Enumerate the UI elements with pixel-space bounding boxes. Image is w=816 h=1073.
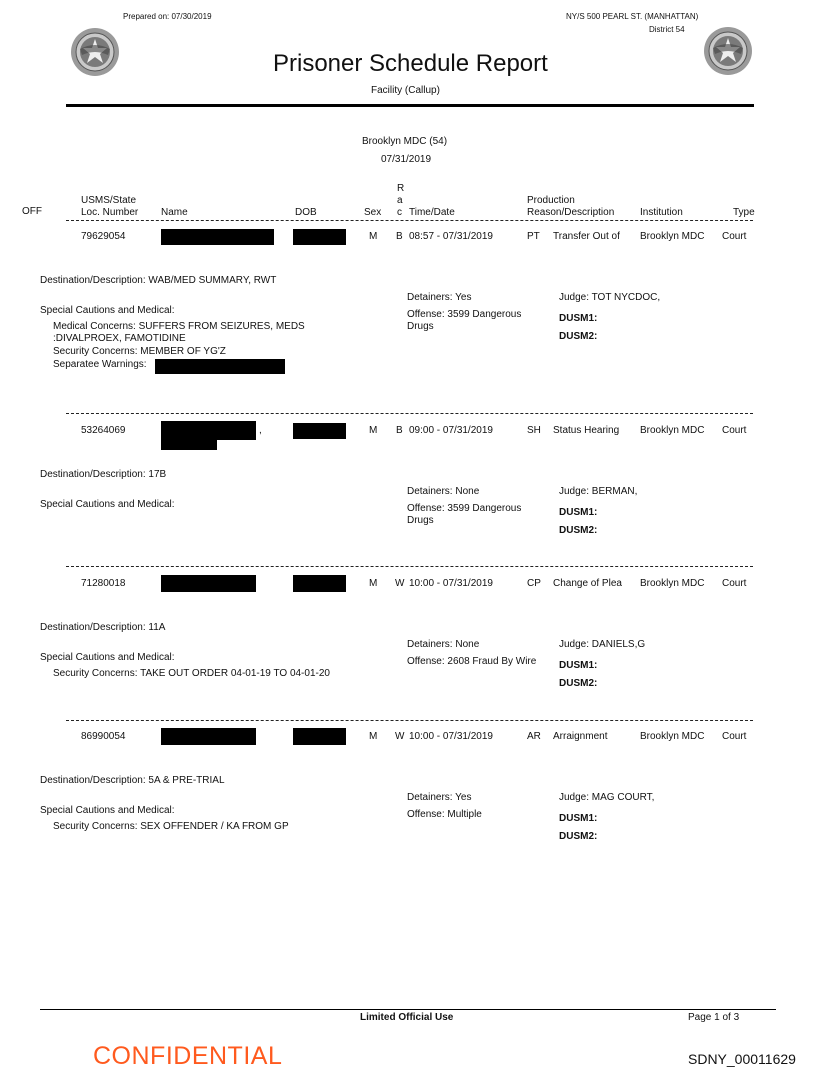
record-2-loc-number: 53264069 xyxy=(81,425,126,436)
record-4-loc-number: 86990054 xyxy=(81,731,126,742)
record-2-reason-code: SH xyxy=(527,425,541,436)
header-rule xyxy=(66,104,754,107)
col-production-line2: Reason/Description xyxy=(527,207,615,218)
record-1-institution: Brooklyn MDC xyxy=(640,231,705,242)
record-2-name-redaction-line2 xyxy=(161,440,217,450)
record-2-reason-desc: Status Hearing xyxy=(553,425,620,436)
record-2-special-label: Special Cautions and Medical: xyxy=(40,499,175,510)
footer-page-number: Page 1 of 3 xyxy=(688,1012,740,1023)
record-1-sex: M xyxy=(369,231,378,242)
record-1-name-redaction xyxy=(161,229,274,245)
record-2-institution: Brooklyn MDC xyxy=(640,425,705,436)
report-location: NY/S 500 PEARL ST. (MANHATTAN) xyxy=(566,12,699,21)
record-3-note: Security Concerns: TAKE OUT ORDER 04-01-19 TO 04-01-20 xyxy=(53,668,330,679)
record-2-race: B xyxy=(396,425,403,436)
record-1-destination: Destination/Description: WAB/MED SUMMARY, RWT xyxy=(40,275,277,286)
record-1-separatee-redaction xyxy=(155,359,285,374)
col-type: Type xyxy=(733,207,755,218)
record-4-dusm2: DUSM2: xyxy=(559,831,598,842)
record-1-note: Medical Concerns: SUFFERS FROM SEIZURES, MEDS xyxy=(53,321,305,332)
record-4-time-date: 10:00 - 07/31/2019 xyxy=(409,731,493,742)
record-3-dusm1: DUSM1: xyxy=(559,660,598,671)
facility-name: Brooklyn MDC (54) xyxy=(362,136,448,147)
record-4-reason-code: AR xyxy=(527,731,541,742)
record-2-name-comma: , xyxy=(259,425,262,436)
record-1-type: Court xyxy=(722,231,747,242)
col-sex: Sex xyxy=(364,207,382,218)
record-1-judge: Judge: TOT NYCDOC, xyxy=(559,292,661,303)
record-3-dusm2: DUSM2: xyxy=(559,678,598,689)
record-3-offense: Offense: 2608 Fraud By Wire xyxy=(407,656,537,667)
record-1-time-date: 08:57 - 07/31/2019 xyxy=(409,231,493,242)
header-underline xyxy=(66,220,753,221)
report-title: Prisoner Schedule Report xyxy=(273,50,548,77)
record-3-name-redaction xyxy=(161,575,256,592)
record-2-offense-cont: Drugs xyxy=(407,515,434,526)
col-race-a: a xyxy=(397,195,403,206)
record-1-dusm1: DUSM1: xyxy=(559,313,598,324)
record-3-detainers: Detainers: None xyxy=(407,639,480,650)
record-1-dob-redaction xyxy=(293,229,346,245)
record-3-time-date: 10:00 - 07/31/2019 xyxy=(409,578,493,589)
bates-number: SDNY_00011629 xyxy=(688,1051,796,1067)
record-4-institution: Brooklyn MDC xyxy=(640,731,705,742)
record-4-dob-redaction xyxy=(293,728,346,745)
record-3-loc-number: 71280018 xyxy=(81,578,126,589)
col-race-c: c xyxy=(397,207,402,218)
record-4-offense: Offense: Multiple xyxy=(407,809,482,820)
record-1-offense: Offense: 3599 Dangerous xyxy=(407,309,522,320)
record-3-race: W xyxy=(395,578,405,589)
record-3-destination: Destination/Description: 11A xyxy=(40,622,166,633)
record-4-judge: Judge: MAG COURT, xyxy=(559,792,655,803)
record-4-note: Security Concerns: SEX OFFENDER / KA FROM GP xyxy=(53,821,289,832)
record-separator xyxy=(66,720,753,721)
prepared-on: Prepared on: 07/30/2019 xyxy=(123,12,212,21)
col-time-date: Time/Date xyxy=(409,207,455,218)
record-1-note: :DIVALPROEX, FAMOTIDINE xyxy=(53,333,186,344)
report-subtitle: Facility (Callup) xyxy=(371,85,440,96)
footer-rule xyxy=(40,1009,776,1010)
record-1-race: B xyxy=(396,231,403,242)
record-2-judge: Judge: BERMAN, xyxy=(559,486,638,497)
col-off: OFF xyxy=(22,206,42,217)
record-2-offense: Offense: 3599 Dangerous xyxy=(407,503,522,514)
usms-seal-logo-left xyxy=(70,27,120,77)
record-4-dusm1: DUSM1: xyxy=(559,813,598,824)
record-1-loc-number: 79629054 xyxy=(81,231,126,242)
record-1-note: Security Concerns: MEMBER OF YG'Z xyxy=(53,346,226,357)
record-4-name-redaction xyxy=(161,728,256,745)
record-4-detainers: Detainers: Yes xyxy=(407,792,472,803)
usms-seal-logo-right xyxy=(703,26,753,76)
record-1-offense-cont: Drugs xyxy=(407,321,434,332)
record-2-name-redaction xyxy=(161,421,256,440)
record-2-time-date: 09:00 - 07/31/2019 xyxy=(409,425,493,436)
col-usms-line1: USMS/State xyxy=(81,195,137,206)
col-institution: Institution xyxy=(640,207,683,218)
record-4-reason-desc: Arraignment xyxy=(553,731,608,742)
record-4-sex: M xyxy=(369,731,378,742)
record-2-dusm2: DUSM2: xyxy=(559,525,598,536)
record-1-detainers: Detainers: Yes xyxy=(407,292,472,303)
record-separator xyxy=(66,413,753,414)
record-3-judge: Judge: DANIELS,G xyxy=(559,639,646,650)
col-name: Name xyxy=(161,207,188,218)
record-3-dob-redaction xyxy=(293,575,346,592)
col-usms-line2: Loc. Number xyxy=(81,207,139,218)
footer-limited-official-use: Limited Official Use xyxy=(360,1012,454,1023)
record-3-reason-code: CP xyxy=(527,578,541,589)
record-1-note: Separatee Warnings: xyxy=(53,359,147,370)
record-1-reason-desc: Transfer Out of xyxy=(553,231,620,242)
record-1-dusm2: DUSM2: xyxy=(559,331,598,342)
confidential-stamp: CONFIDENTIAL xyxy=(93,1042,283,1070)
record-3-sex: M xyxy=(369,578,378,589)
record-2-dob-redaction xyxy=(293,423,346,439)
record-1-special-label: Special Cautions and Medical: xyxy=(40,305,175,316)
record-4-special-label: Special Cautions and Medical: xyxy=(40,805,175,816)
report-district: District 54 xyxy=(649,25,685,34)
record-3-type: Court xyxy=(722,578,747,589)
record-2-dusm1: DUSM1: xyxy=(559,507,598,518)
record-3-reason-desc: Change of Plea xyxy=(553,578,622,589)
record-1-reason-code: PT xyxy=(527,231,540,242)
record-2-detainers: Detainers: None xyxy=(407,486,480,497)
record-4-destination: Destination/Description: 5A & PRE-TRIAL xyxy=(40,775,225,786)
record-4-type: Court xyxy=(722,731,747,742)
record-separator xyxy=(66,566,753,567)
col-race-r: R xyxy=(397,183,405,194)
record-4-race: W xyxy=(395,731,405,742)
col-dob: DOB xyxy=(295,207,317,218)
record-3-institution: Brooklyn MDC xyxy=(640,578,705,589)
facility-date: 07/31/2019 xyxy=(381,154,432,165)
record-2-type: Court xyxy=(722,425,747,436)
record-2-sex: M xyxy=(369,425,378,436)
col-production-line1: Production xyxy=(527,195,575,206)
record-2-destination: Destination/Description: 17B xyxy=(40,469,167,480)
record-3-special-label: Special Cautions and Medical: xyxy=(40,652,175,663)
